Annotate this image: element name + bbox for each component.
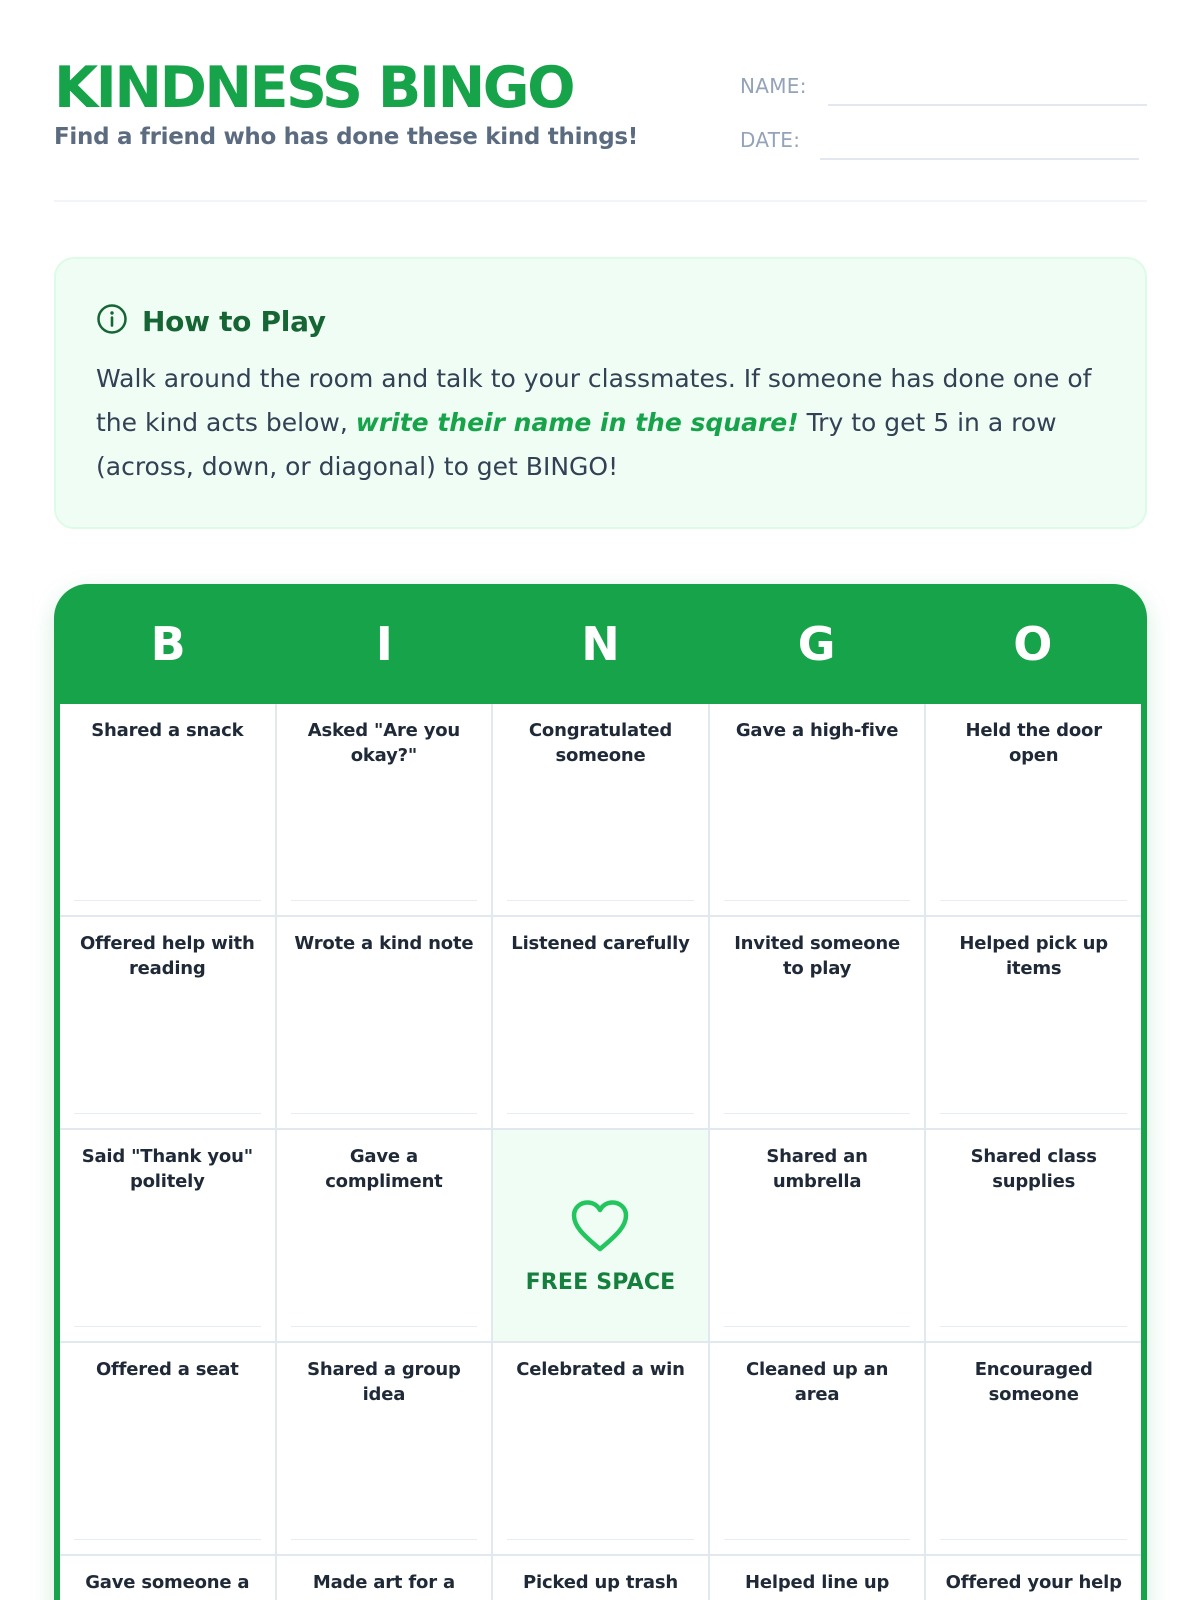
bingo-letter: N	[581, 617, 620, 671]
bingo-square[interactable]	[493, 1556, 708, 1600]
bingo-header-row	[60, 584, 1141, 704]
square-prompt: Shared an umbrella	[766, 1146, 868, 1192]
bingo-square[interactable]	[277, 917, 492, 1128]
bingo-letter: I	[375, 617, 393, 671]
bingo-square[interactable]	[493, 1343, 708, 1554]
signature-line	[291, 1113, 478, 1114]
name-line[interactable]	[828, 104, 1147, 106]
date-field[interactable]	[740, 120, 1147, 160]
bingo-square[interactable]	[277, 704, 492, 915]
bingo-square[interactable]	[710, 1130, 925, 1341]
square-prompt: Shared a group idea	[307, 1359, 461, 1405]
bingo-square[interactable]	[926, 1130, 1141, 1341]
page-title: KINDNESS BINGO	[54, 55, 574, 121]
bingo-square[interactable]	[277, 1130, 492, 1341]
name-field[interactable]	[740, 66, 1147, 106]
square-prompt: Shared a snack	[91, 720, 244, 741]
square-prompt: Said "Thank you" politely	[81, 1146, 253, 1192]
bingo-square[interactable]	[60, 917, 275, 1128]
square-prompt: Listened carefully	[511, 933, 690, 954]
bingo-letter: B	[150, 617, 186, 671]
signature-line	[291, 1539, 478, 1540]
bingo-square[interactable]	[277, 1343, 492, 1554]
square-prompt: Shared class supplies	[970, 1146, 1097, 1192]
signature-line	[74, 1113, 261, 1114]
date-label: DATE:	[740, 128, 801, 152]
bingo-square[interactable]	[277, 1556, 492, 1600]
name-label: NAME:	[740, 74, 807, 98]
bingo-square[interactable]	[493, 704, 708, 915]
square-prompt: Helped pick up items	[959, 933, 1108, 979]
signature-line	[724, 1113, 911, 1114]
bingo-square[interactable]	[710, 704, 925, 915]
signature-line	[507, 900, 694, 901]
how-to-play-text-start: Walk around the room and talk to your classmates. If someone has done one of the kind acts below,	[96, 364, 1092, 437]
how-to-play-title: How to Play	[142, 304, 326, 338]
bingo-square[interactable]	[926, 704, 1141, 915]
info-icon	[96, 303, 128, 339]
square-prompt: Gave someone a	[85, 1572, 250, 1593]
header-divider	[54, 200, 1147, 202]
free-space-label: FREE SPACE	[525, 1270, 676, 1295]
square-prompt: Encouraged someone	[974, 1359, 1093, 1405]
signature-line	[724, 1539, 911, 1540]
bingo-square[interactable]	[926, 917, 1141, 1128]
bingo-grid	[60, 704, 1141, 1600]
bingo-letter: G	[797, 617, 836, 671]
signature-line	[724, 900, 911, 901]
bingo-square[interactable]	[926, 1556, 1141, 1600]
bingo-square[interactable]	[710, 1556, 925, 1600]
signature-line	[74, 1326, 261, 1327]
square-prompt: Made art for a	[312, 1572, 455, 1593]
bingo-card	[54, 584, 1147, 1600]
square-prompt: Offered a seat	[95, 1359, 239, 1380]
square-prompt: Helped line up	[744, 1572, 890, 1593]
square-prompt: Gave a high-five	[735, 720, 899, 741]
square-prompt: Invited someone to play	[734, 933, 900, 979]
how-to-play-box	[54, 257, 1147, 529]
bingo-square[interactable]	[493, 917, 708, 1128]
page-subtitle: Find a friend who has done these kind things!	[54, 124, 638, 150]
signature-line	[291, 900, 478, 901]
bingo-square[interactable]	[60, 1556, 275, 1600]
square-prompt: Held the door open	[965, 720, 1102, 766]
free-space-square	[493, 1130, 708, 1341]
square-prompt: Asked "Are you okay?"	[307, 720, 461, 766]
square-prompt: Celebrated a win	[516, 1359, 685, 1380]
signature-line	[940, 1326, 1127, 1327]
signature-line	[724, 1326, 911, 1327]
signature-line	[940, 1539, 1127, 1540]
signature-line	[940, 1113, 1127, 1114]
date-line[interactable]	[820, 158, 1139, 160]
square-prompt: Gave a compliment	[325, 1146, 443, 1192]
signature-line	[291, 1326, 478, 1327]
bingo-square[interactable]	[60, 1343, 275, 1554]
bingo-square[interactable]	[710, 1343, 925, 1554]
how-to-play-heading	[96, 303, 326, 339]
bingo-square[interactable]	[710, 917, 925, 1128]
signature-line	[74, 1539, 261, 1540]
signature-line	[507, 1113, 694, 1114]
square-prompt: Offered help with reading	[80, 933, 255, 979]
worksheet-header	[54, 56, 1147, 206]
bingo-square[interactable]	[60, 1130, 275, 1341]
square-prompt: Picked up trash	[522, 1572, 678, 1593]
heart-icon	[569, 1198, 631, 1258]
how-to-play-text	[96, 357, 1106, 489]
square-prompt: Offered your help	[945, 1572, 1122, 1593]
bingo-square[interactable]	[60, 704, 275, 915]
signature-line	[507, 1539, 694, 1540]
how-to-play-emphasis: write their name in the square!	[355, 408, 799, 437]
bingo-letter: O	[1013, 617, 1053, 671]
square-prompt: Congratulated someone	[528, 720, 673, 766]
signature-line	[74, 900, 261, 901]
how-to-play-text-end: Try to get 5 in a row (across, down, or diagonal) to get BINGO!	[96, 408, 1057, 481]
bingo-square[interactable]	[926, 1343, 1141, 1554]
signature-line	[940, 900, 1127, 901]
square-prompt: Wrote a kind note	[294, 933, 474, 954]
square-prompt: Cleaned up an area	[745, 1359, 889, 1405]
